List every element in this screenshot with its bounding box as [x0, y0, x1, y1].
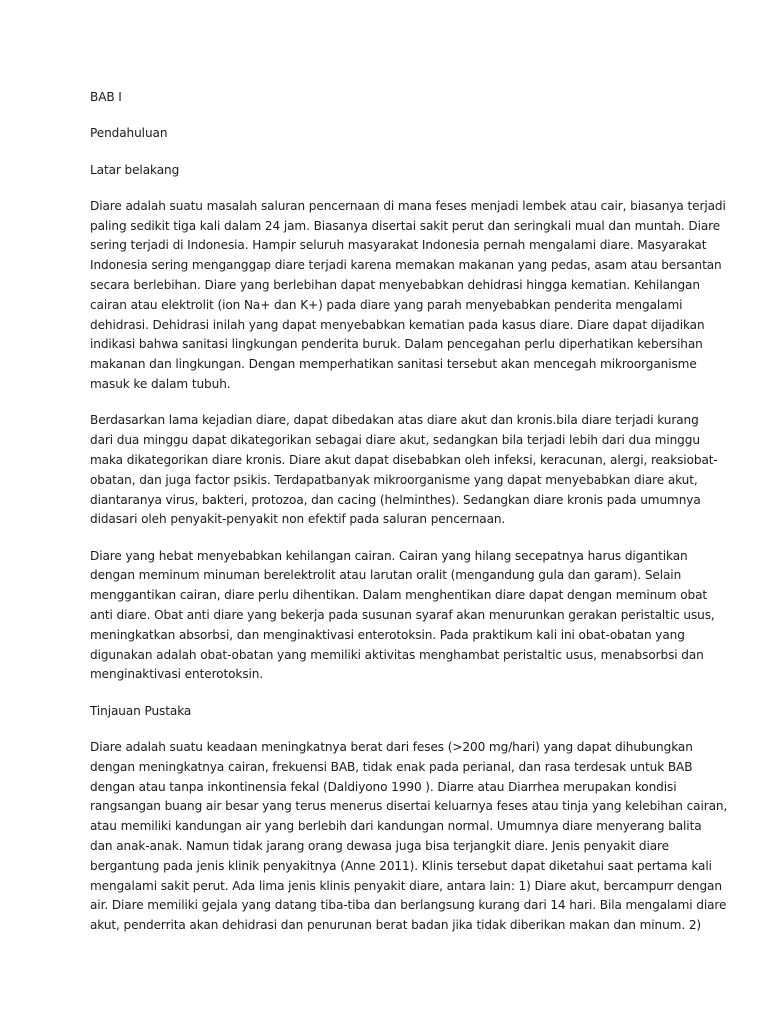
text-line: makanan dan lingkungan. Dengan memperhatikan sanitasi tersebut akan mencegah mikroorganisme: [90, 357, 697, 372]
text-line: mengalami sakit perut. Ada lima jenis klinis penyakit diare, antara lain: 1) Diare akut, bercampurr dengan: [90, 878, 722, 893]
text-line: dan anak-anak. Namun tidak jarang orang dewasa juga bisa terjangkit diare. Jenis penyakit diare: [90, 839, 669, 853]
text-line: cairan atau elektrolit (ion Na+ dan K+) pada diare yang parah menyebabkan penderita mengalami: [90, 297, 683, 312]
text-line: maka dikategorikan diare kronis. Diare akut dapat disebabkan oleh infeksi, keracunan, alergi, reaksiobat-: [90, 452, 718, 467]
text-line: air. Diare memiliki gejala yang datang tiba-tiba dan berlangsung kurang dari 14 hari. Bila mengalami diare: [90, 898, 727, 913]
text-line: meningkatkan absorbsi, dan menginaktivasi enterotoksin. Pada praktikum kali ini obat-obatan yang: [90, 627, 685, 642]
text-line: indikasi bahwa sanitasi lingkungan penderita buruk. Dalam pencegahan perlu diperhatikan kebersihan: [90, 337, 703, 352]
text-line: Diare yang hebat menyebabkan kehilangan cairan. Cairan yang hilang secepatnya harus digantikan: [90, 548, 688, 563]
text-line: sering terjadi di Indonesia. Hampir seluruh masyarakat Indonesia pernah mengalami diare. Masyarakat: [90, 238, 707, 253]
text-line: akut, penderrita akan dehidrasi dan penurunan berat badan jika tidak diberikan makan dan minum. 2): [90, 918, 702, 933]
section-heading-background: Latar belakang: [90, 162, 180, 177]
paragraph-definition: [90, 738, 728, 936]
text-line: secara berlebihan. Diare yang berlebihan dapat menyebabkan dehidrasi hingga kematian. Kehilangan: [90, 278, 700, 293]
text-line: masuk ke dalam tubuh.: [90, 377, 231, 392]
paragraph-treatment: [90, 547, 715, 686]
text-line: anti diare. Obat anti diare yang bekerja pada susunan syaraf akan menurunkan gerakan peristaltic usus,: [90, 608, 715, 623]
text-line: Diare adalah suatu keadaan meningkatnya berat dari feses (>200 mg/hari) yang dapat dihubungkan: [90, 740, 693, 755]
text-line: rangsangan buang air besar yang terus menerus disertai keluarnya feses atau tinja yang kelebihan cairan,: [90, 799, 728, 814]
text-line: dengan meminum minuman berelektrolit atau larutan oralit (mengandung gula dan garam). Selain: [90, 568, 682, 583]
paragraph-intro: [90, 197, 726, 395]
text-line: atau memiliki kandungan air yang berlebih dari kandungan normal. Umumnya diare menyerang balita: [90, 819, 702, 834]
text-line: diantaranya virus, bakteri, protozoa, dan cacing (helminthes). Sedangkan diare kronis pada umumnya: [90, 492, 701, 507]
text-line: digunakan adalah obat-obatan yang memiliki aktivitas menghambat peristaltic usus, menabsorbsi dan: [90, 647, 704, 662]
text-line: menggantikan cairan, diare perlu dihentikan. Dalam menghentikan diare dapat dengan meminum obat: [90, 588, 708, 603]
text-line: Diare adalah suatu masalah saluran pencernaan di mana feses menjadi lembek atau cair, biasanya terjadi: [90, 198, 726, 213]
text-line: Berdasarkan lama kejadian diare, dapat dibedakan atas diare akut dan kronis.bila diare terjadi kurang: [90, 413, 699, 428]
chapter-number: BAB I: [90, 90, 122, 104]
text-line: obatan, dan juga factor psikis. Terdapatbanyak mikroorganisme yang dapat menyebabkan diare akut,: [90, 472, 698, 487]
text-line: menginaktivasi enterotoksin.: [90, 667, 264, 682]
text-line: paling sedikit tiga kali dalam 24 jam. Biasanya disertai sakit perut dan seringkali mual dan muntah. Diare: [90, 218, 721, 233]
paragraph-classification: [90, 411, 718, 530]
document-page: [90, 88, 728, 952]
text-line: bergantung pada jenis klinik penyakitnya (Anne 2011). Klinis tersebut dapat diketahui saat pertama kali: [90, 858, 712, 873]
text-line: dari dua minggu dapat dikategorikan sebagai diare akut, sedangkan bila terjadi lebih dari dua minggu: [90, 433, 700, 448]
section-heading-review: Tinjauan Pustaka: [90, 703, 192, 718]
text-line: dengan meningkatnya cairan, frekuensi BAB, tidak enak pada perianal, dan rasa terdesak untuk BAB: [90, 759, 693, 774]
text-line: didasari oleh penyakit-penyakit non efektif pada saluran pencernaan.: [90, 512, 506, 527]
chapter-title: Pendahuluan: [90, 126, 168, 141]
text-line: Indonesia sering menganggap diare terjadi karena memakan makanan yang pedas, asam atau bersantan: [90, 258, 722, 273]
text-line: dengan atau tanpa inkontinensia fekal (Daldiyono 1990 ). Diarre atau Diarrhea merupakan kondisi: [90, 779, 677, 794]
text-line: dehidrasi. Dehidrasi inilah yang dapat menyebabkan kematian pada kasus diare. Diare dapat dijadikan: [90, 317, 705, 332]
